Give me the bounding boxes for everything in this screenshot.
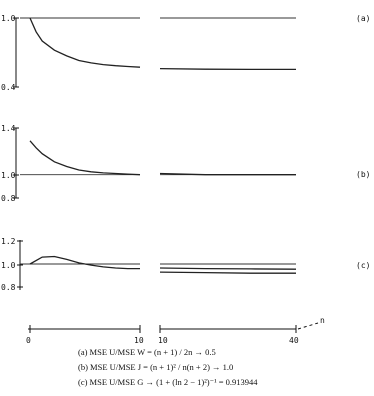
x-axis-label: n [320, 316, 325, 325]
caption-line-c: (c) MSE U/MSE G → (1 + (ln 2 − 1)²)⁻¹ = 0.913944 [78, 377, 258, 387]
y-tick-label-c-2: 1.0 [1, 261, 16, 270]
x-tick-label-10-left: 10 [134, 336, 144, 345]
x-tick-label-40: 40 [289, 336, 299, 345]
panel-label-a: (a) [356, 14, 371, 23]
caption-line-b: (b) MSE U/MSE J = (n + 1)² / n(n + 2) → 1.0 [78, 362, 234, 372]
series-line-a-1 [160, 69, 296, 70]
panel-a [1, 14, 370, 92]
series-line-c-2 [160, 272, 296, 273]
y-tick-label-b-2: 1.0 [1, 171, 16, 180]
y-tick-label-c-3: 0.8 [1, 283, 16, 292]
series-line-b-0 [30, 141, 140, 175]
panel-b [1, 124, 370, 203]
y-tick-label-a-1: 1.0 [1, 14, 16, 23]
caption [78, 347, 258, 387]
panel-label-c: (c) [356, 261, 371, 270]
panel-label-b: (b) [356, 170, 371, 179]
panel-c [1, 237, 370, 292]
y-tick-label-c-1: 1.2 [1, 237, 16, 246]
series-line-a-0 [30, 18, 140, 67]
series-line-c-0 [30, 257, 140, 269]
x-axis [26, 316, 325, 345]
x-axis-extension [298, 323, 318, 329]
y-tick-label-b-3: 0.8 [1, 194, 16, 203]
series-line-c-1 [160, 268, 296, 269]
x-tick-label-10-right: 10 [158, 336, 168, 345]
x-tick-label-0: 0 [26, 336, 31, 345]
y-tick-label-b-1: 1.4 [1, 124, 16, 133]
series-line-b-1 [160, 174, 296, 175]
y-tick-label-a-2: 0.4 [1, 83, 16, 92]
caption-line-a: (a) MSE U/MSE W = (n + 1) / 2n → 0.5 [78, 347, 216, 357]
